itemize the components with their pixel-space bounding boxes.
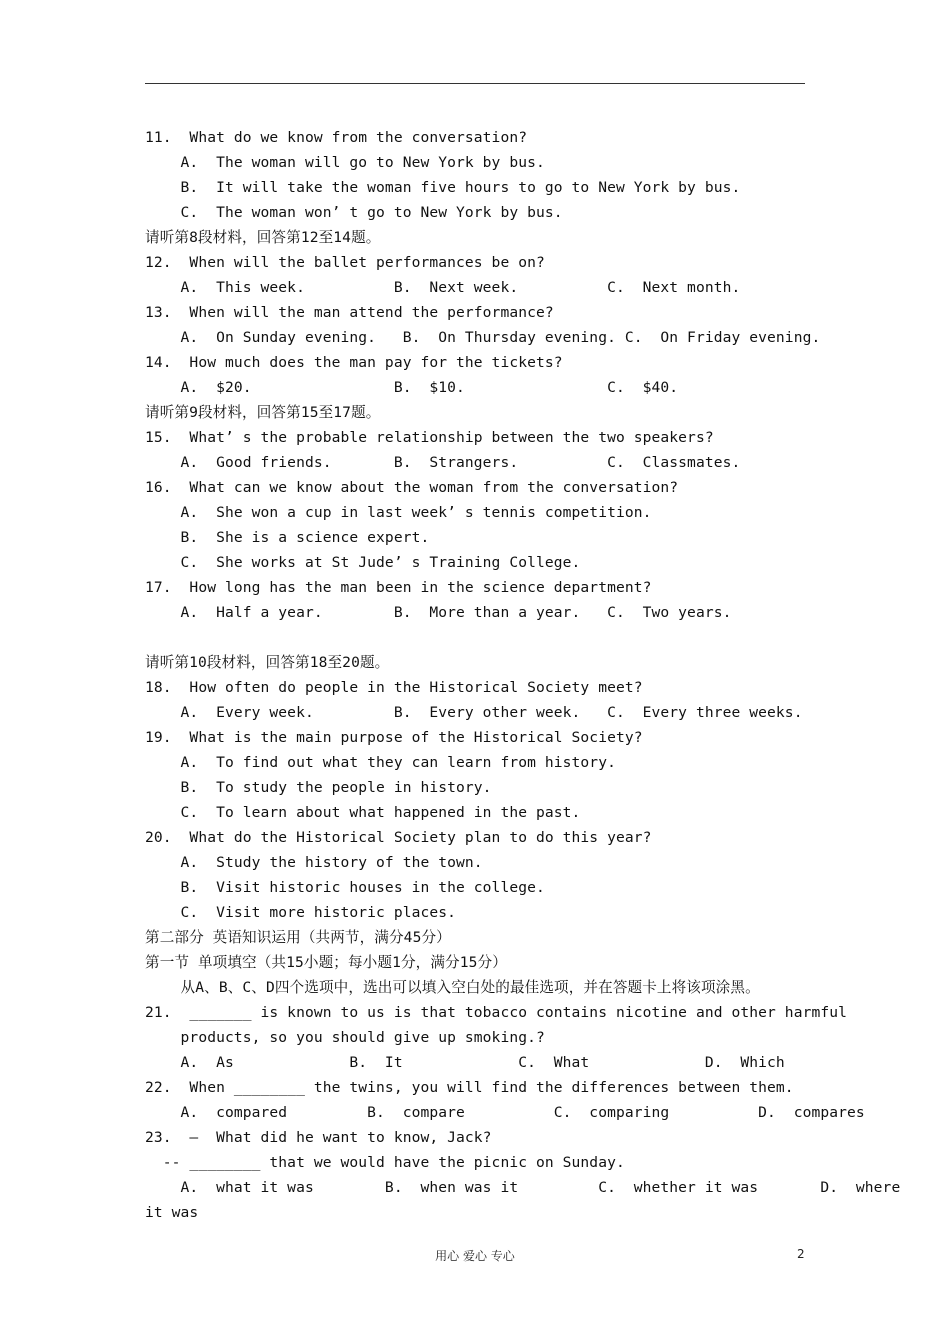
option-line: A. On Sunday evening. B. On Thursday evening. C. On Friday evening. — [145, 329, 821, 346]
option-line: C. To learn about what happened in the past. — [145, 804, 581, 821]
question-line: 11. What do we know from the conversation? — [145, 129, 528, 146]
question-line: 15. What’ s the probable relationship between the two speakers? — [145, 429, 714, 446]
exam-content — [145, 125, 901, 1225]
option-line: B. She is a science expert. — [145, 529, 430, 546]
option-line: A. To find out what they can learn from history. — [145, 754, 616, 771]
question-line: 23. – What did he want to know, Jack? — [145, 1129, 492, 1146]
option-line: A. As B. It C. What D. Which — [145, 1054, 785, 1071]
section-instruction: 从A、B、C、D四个选项中，选出可以填入空白处的最佳选项，并在答题卡上将该项涂黑。 — [145, 979, 760, 996]
option-line: A. The woman will go to New York by bus. — [145, 154, 545, 171]
option-line: A. She won a cup in last week’ s tennis competition. — [145, 504, 652, 521]
option-line: it was — [145, 1204, 199, 1221]
section-instruction: 请听第8段材料，回答第12至14题。 — [145, 229, 381, 246]
option-line: A. Every week. B. Every other week. C. Every three weeks. — [145, 704, 803, 721]
option-line: A. This week. B. Next week. C. Next month. — [145, 279, 741, 296]
question-line: 13. When will the man attend the performance? — [145, 304, 554, 321]
blank-line — [145, 625, 810, 650]
option-line: A. Study the history of the town. — [145, 854, 483, 871]
option-line: B. To study the people in history. — [145, 779, 492, 796]
option-line: C. The woman won’ t go to New York by bus. — [145, 204, 563, 221]
option-line: C. She works at St Jude’ s Training College. — [145, 554, 581, 571]
option-line: B. It will take the woman five hours to go to New York by bus. — [145, 179, 741, 196]
question-line: 21. _______ is known to us is that tobacco contains nicotine and other harmful — [145, 1004, 848, 1021]
option-line: A. what it was B. when was it C. whether it was D. where — [145, 1179, 901, 1196]
section-instruction: 请听第9段材料，回答第15至17题。 — [145, 404, 381, 421]
page-number: 2 — [797, 1247, 805, 1261]
question-line: 18. How often do people in the Historical Society meet? — [145, 679, 643, 696]
option-line: A. $20. B. $10. C. $40. — [145, 379, 679, 396]
option-line: A. Half a year. B. More than a year. C. Two years. — [145, 604, 732, 621]
question-line: 14. How much does the man pay for the tickets? — [145, 354, 563, 371]
question-line: 17. How long has the man been in the science department? — [145, 579, 652, 596]
question-line: 16. What can we know about the woman from the conversation? — [145, 479, 679, 496]
option-line: B. Visit historic houses in the college. — [145, 879, 545, 896]
option-line: A. compared B. compare C. comparing D. compares — [145, 1104, 865, 1121]
option-line: A. Good friends. B. Strangers. C. Classmates. — [145, 454, 741, 471]
question-line: 19. What is the main purpose of the Historical Society? — [145, 729, 643, 746]
question-line: 22. When ________ the twins, you will find the differences between them. — [145, 1079, 794, 1096]
page-footer: 用心 爱心 专心 — [435, 1249, 515, 1263]
section-heading: 第一节 单项填空（共15小题；每小题1分，满分15分） — [145, 954, 507, 971]
option-line: C. Visit more historic places. — [145, 904, 457, 921]
section-instruction: 请听第10段材料，回答第18至20题。 — [145, 654, 390, 671]
question-line: -- ________ that we would have the picnic on Sunday. — [145, 1154, 625, 1171]
question-line: products, so you should give up smoking.? — [145, 1029, 545, 1046]
header-rule — [145, 83, 805, 84]
question-line: 20. What do the Historical Society plan to do this year? — [145, 829, 652, 846]
part-heading: 第二部分 英语知识运用（共两节，满分45分） — [145, 929, 451, 946]
question-line: 12. When will the ballet performances be on? — [145, 254, 545, 271]
